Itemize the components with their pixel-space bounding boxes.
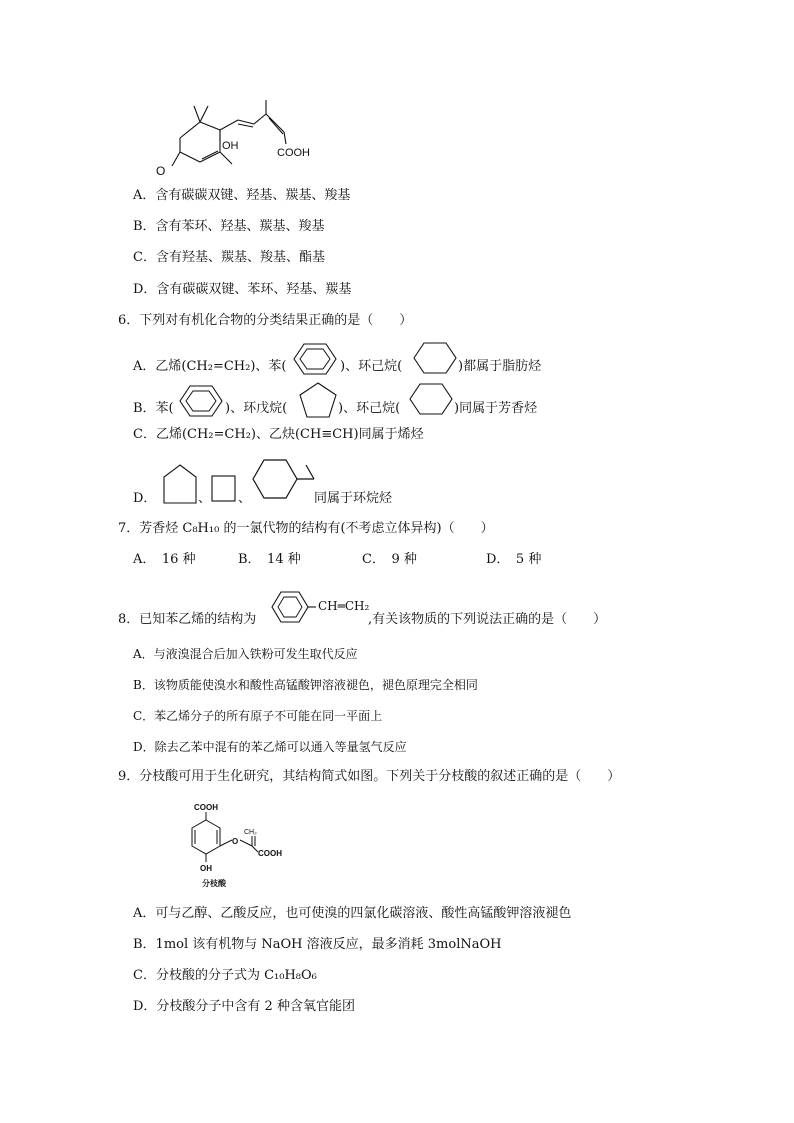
q9-option-c: C．分枝酸的分子式为 C₁₀H₈O₆ xyxy=(133,968,317,983)
q6-option-b-part4: )同属于芳香烃 xyxy=(454,401,538,416)
q9-option-b: B．1mol 该有机物与 NaOH 溶液反应，最多消耗 3molNaOH xyxy=(133,937,502,952)
q7-option-b: B． 14 种 xyxy=(238,552,301,567)
q6-option-b-part2: )、环戊烷( xyxy=(225,401,288,416)
q6-option-a-part3: )都属于脂肪烃 xyxy=(458,359,542,374)
q7-option-c: C． 9 种 xyxy=(362,552,417,567)
q5-option-d: D．含有碳碳双键、苯环、羟基、羰基 xyxy=(133,282,352,297)
q6-option-b-part3: )、环己烷( xyxy=(338,401,401,416)
q6-option-d-sep2: 、 xyxy=(238,491,252,506)
q8-option-b: B．该物质能使溴水和酸性高锰酸钾溶液褪色，褪色原理完全相同 xyxy=(133,678,478,692)
q6-option-a-part1: A．乙烯(CH₂=CH₂)、苯( xyxy=(133,359,287,374)
q6-option-d-text: 同属于环烷烃 xyxy=(314,491,393,506)
q5-option-a: A．含有碳碳双键、羟基、羰基、羧基 xyxy=(133,188,351,203)
q5-option-b: B．含有苯环、羟基、羰基、羧基 xyxy=(133,219,325,234)
q6-b-benzene xyxy=(178,384,224,418)
q6-b-cyclopentane xyxy=(298,381,338,419)
q5-oh-label: OH xyxy=(222,140,239,152)
q9-option-a: A．可与乙醇、乙酸反应，也可使溴的四氯化碳溶液、酸性高锰酸钾溶液褪色 xyxy=(133,906,572,921)
q6-b-cyclohexane xyxy=(408,382,454,416)
q9-option-d: D．分枝酸分子中含有 2 种含氧官能团 xyxy=(133,999,355,1014)
q8-option-d: D．除去乙苯中混有的苯乙烯可以通入等量氢气反应 xyxy=(133,740,407,754)
q9-mol-ether-o: O xyxy=(232,837,239,846)
q6-a-benzene xyxy=(292,342,338,376)
q6-option-a-part2: )、环己烷( xyxy=(340,359,403,374)
q5-cooh-label: COOH xyxy=(277,147,310,159)
q5-structure-svg xyxy=(150,96,330,182)
q8-styrene-formula: CH═CH₂ xyxy=(318,599,370,613)
q6-d-methylcyclohexane xyxy=(250,455,318,505)
q8-option-a: A．与液溴混合后加入铁粉可发生取代反应 xyxy=(133,647,358,661)
q9-mol-cooh-right: COOH xyxy=(258,849,282,858)
q5-option-c: C．含有羟基、羰基、羧基、酯基 xyxy=(133,250,325,265)
q6-stem: 6．下列对有机化合物的分类结果正确的是（ ） xyxy=(118,313,413,328)
q9-mol-name: 分枝酸 xyxy=(202,879,226,888)
q6-option-d-label: D． xyxy=(133,491,157,506)
q9-chorismic-acid-molecule xyxy=(180,800,290,890)
q9-mol-ch2: CH₂ xyxy=(244,829,257,836)
q8-stem-part1: 8．已知苯乙烯的结构为 xyxy=(118,612,257,627)
q8-stem-part2: ,有关该物质的下列说法正确的是（ ） xyxy=(368,612,607,627)
q5-molecule xyxy=(150,96,330,182)
q6-option-c: C．乙烯(CH₂=CH₂)、乙炔(CH≡CH)同属于烯烃 xyxy=(133,427,424,442)
q9-stem: 9．分枝酸可用于生化研究，其结构简式如图。下列关于分枝酸的叙述正确的是（ ） xyxy=(118,769,621,784)
q5-ketone-o-label: O xyxy=(156,164,166,178)
q6-d-cyclopentane xyxy=(162,463,198,505)
q7-option-a: A． 16 种 xyxy=(133,552,196,567)
q9-mol-oh: OH xyxy=(200,864,212,873)
q6-a-cyclohexane xyxy=(412,341,458,375)
q8-option-c: C．苯乙烯分子的所有原子不可能在同一平面上 xyxy=(133,709,383,723)
q6-option-b-part1: B．苯( xyxy=(133,401,174,416)
q9-mol-cooh-top: COOH xyxy=(194,803,218,812)
q6-d-cyclobutane xyxy=(210,474,238,504)
q7-option-d: D． 5 种 xyxy=(486,552,542,567)
q6-option-d-sep1: 、 xyxy=(198,491,212,506)
q7-stem: 7．芳香烃 C₈H₁₀ 的一氯代物的结构有(不考虑立体异构)（ ） xyxy=(118,521,494,536)
